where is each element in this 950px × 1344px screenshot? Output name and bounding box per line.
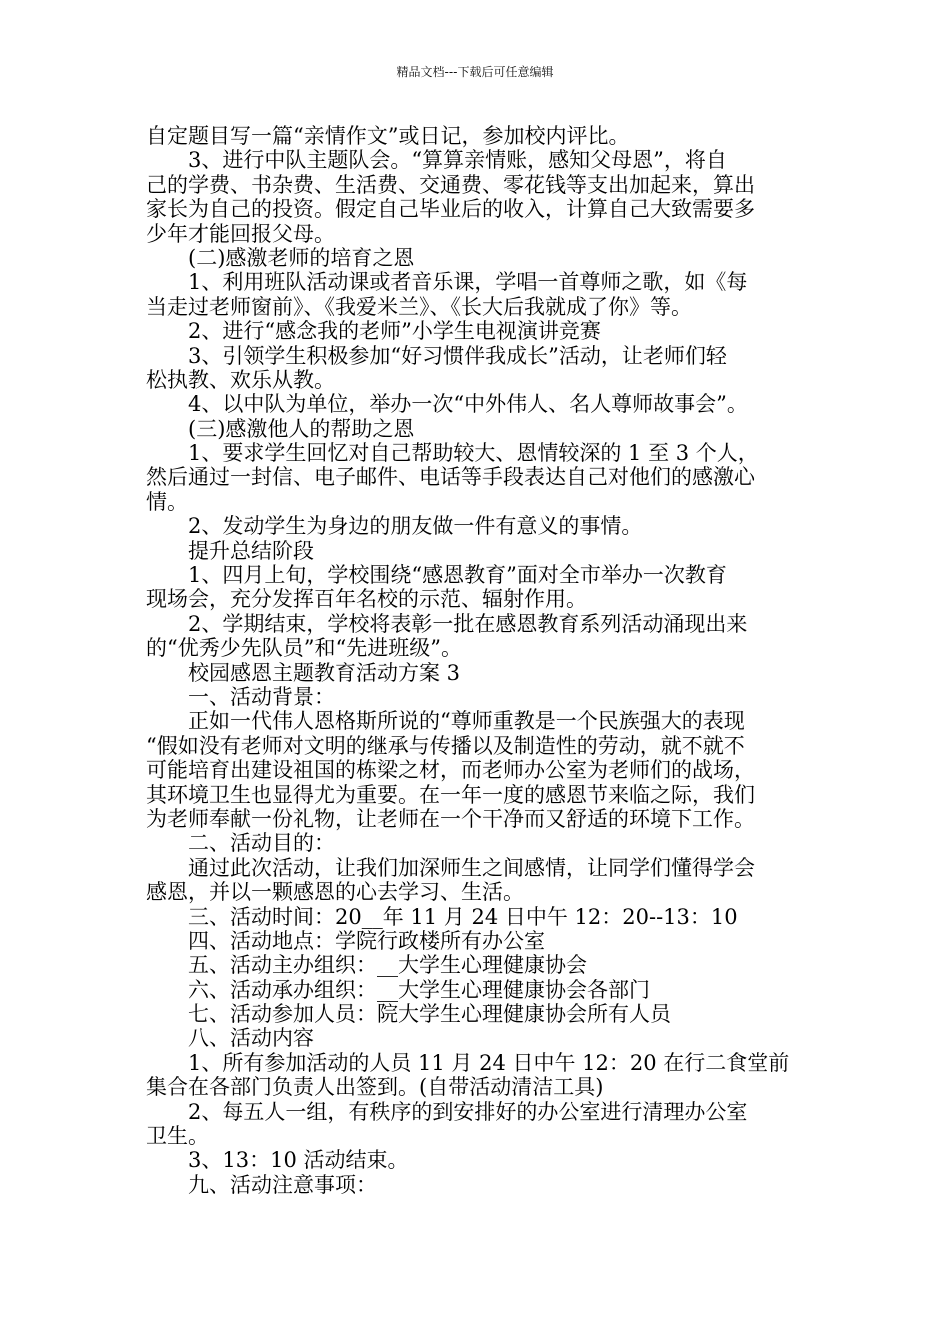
text-line: 通过此次活动，让我们加深师生之间感情，让同学们懂得学会 (188, 855, 755, 880)
text-line: 情。 (146, 489, 188, 514)
text-line: (三)感激他人的帮助之恩 (188, 416, 415, 441)
text-line: 可能培育出建设祖国的栋梁之材，而老师办公室为老师们的战场， (146, 758, 755, 783)
text-line: 4、以中队为单位，举办一次“中外伟人、名人尊师故事会”。 (188, 392, 748, 417)
text-line: (二)感激老师的培育之恩 (188, 245, 415, 270)
text-line: 提升总结阶段 (188, 538, 314, 563)
text-line: 正如一代伟人恩格斯所说的“尊师重教是一个民族强大的表现 (188, 709, 745, 734)
text-line: 校园感恩主题教育活动方案 3 (188, 660, 461, 685)
text-line: 松执教、欢乐从教。 (146, 367, 335, 392)
text-line: 感恩，并以一颗感恩的心去学习、生活。 (146, 880, 524, 905)
text-line: 自定题目写一篇“亲情作文”或日记，参加校内评比。 (146, 124, 630, 148)
text-line: 六、活动承办组织：__大学生心理健康协会各部门 (188, 977, 650, 1002)
text-line: 九、活动注意事项： (188, 1172, 377, 1197)
text-line: 1、所有参加活动的人员 11 月 24 日中午 12：20 在行二食堂前 (188, 1050, 790, 1075)
text-line: 七、活动参加人员：院大学生心理健康协会所有人员 (188, 1002, 671, 1027)
text-line: 八、活动内容 (188, 1026, 314, 1051)
text-line: 然后通过一封信、电子邮件、电话等手段表达自己对他们的感激心 (146, 465, 755, 490)
text-line: 一、活动背景： (188, 684, 335, 709)
text-line: 2、发动学生为身边的朋友做一件有意义的事情。 (188, 514, 643, 539)
text-line: 1、四月上旬，学校围绕“感恩教育”面对全市举办一次教育 (188, 563, 727, 588)
text-line: 五、活动主办组织：__大学生心理健康协会 (188, 953, 587, 978)
text-line: 3、引领学生积极参加“好习惯伴我成长”活动，让老师们轻 (188, 343, 727, 368)
page-header: 精品文档---下载后可任意编辑 (396, 65, 554, 79)
text-line: 其环境卫生也显得尤为重要。在一年一度的感恩节来临之际，我们 (146, 782, 755, 807)
text-line: “假如没有老师对文明的继承与传播以及制造性的劳动，就不就不 (146, 733, 745, 758)
text-line: 现场会，充分发挥百年名校的示范、辐射作用。 (146, 587, 587, 612)
text-line: 家长为自己的投资。假定自己毕业后的收入，计算自己大致需要多 (146, 197, 755, 222)
text-line: 1、要求学生回忆对自己帮助较大、恩情较深的 1 至 3 个人， (188, 441, 759, 466)
text-line: 3、进行中队主题队会。“算算亲情账，感知父母恩”，将自 (188, 148, 727, 173)
text-line: 卫生。 (146, 1124, 209, 1149)
text-line: 的“优秀少先队员”和“先进班级”。 (146, 636, 462, 661)
text-line: 四、活动地点：学院行政楼所有办公室 (188, 928, 545, 953)
text-line: 当走过老师窗前》、《我爱米兰》、《长大后我就成了你》等。 (146, 294, 692, 319)
document-body (146, 124, 814, 1197)
text-line: 为老师奉献一份礼物，让老师在一个干净而又舒适的环境下工作。 (146, 806, 755, 831)
text-line: 少年才能回报父母。 (146, 221, 335, 246)
text-line: 己的学费、书杂费、生活费、交通费、零花钱等支出加起来，算出 (146, 172, 755, 197)
text-line: 2、每五人一组，有秩序的到安排好的办公室进行清理办公室 (188, 1099, 748, 1124)
text-line: 集合在各部门负责人出签到。(自带活动清洁工具) (146, 1075, 604, 1100)
text-line: 2、进行“感念我的老师”小学生电视演讲竞赛 (188, 319, 601, 344)
text-line: 二、活动目的： (188, 831, 335, 856)
text-line: 1、利用班队活动课或者音乐课，学唱一首尊师之歌，如《每 (188, 270, 748, 295)
text-line: 3、13：10 活动结束。 (188, 1148, 409, 1173)
text-line: 三、活动时间：20__年 11 月 24 日中午 12：20--13：10 (188, 904, 738, 929)
text-line: 2、学期结束，学校将表彰一批在感恩教育系列活动涌现出来 (188, 611, 748, 636)
